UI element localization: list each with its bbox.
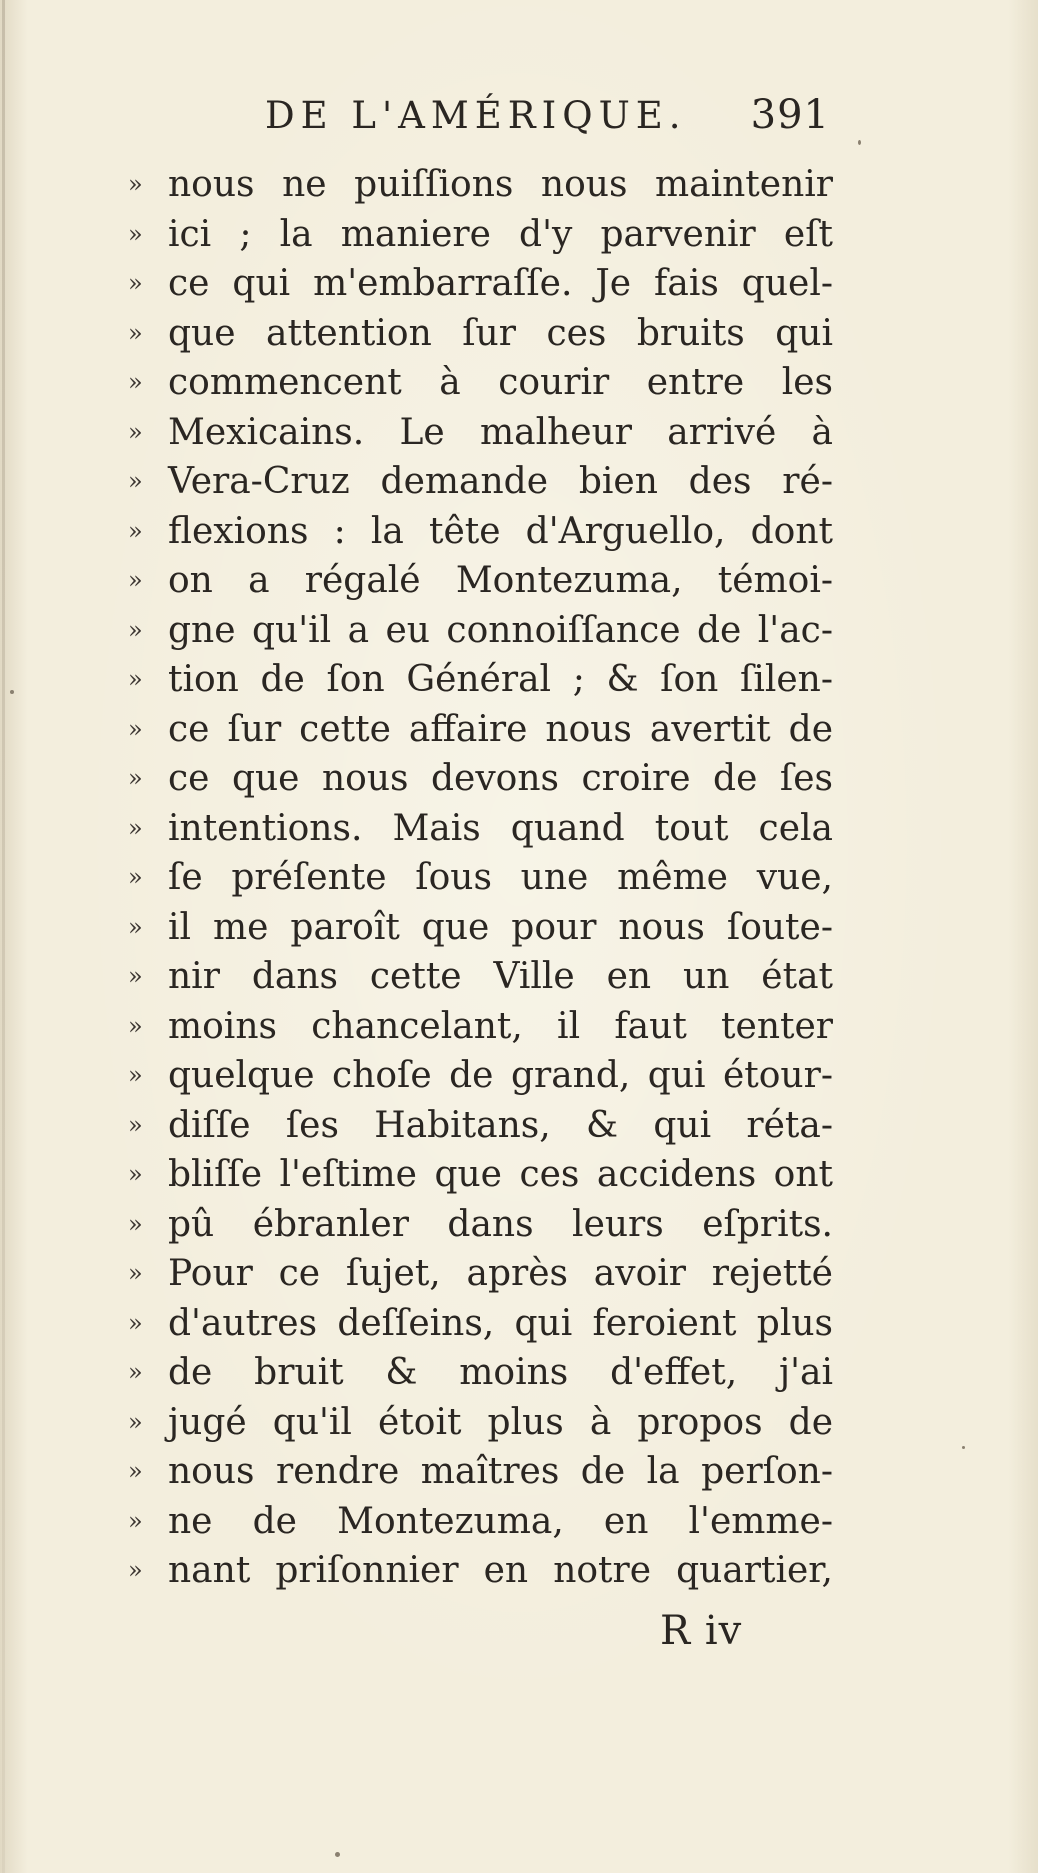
- paper-speck: [335, 1852, 340, 1857]
- line-text: moins chancelant, il faut tenter: [168, 1005, 833, 1047]
- quote-mark: »: [128, 665, 143, 693]
- quote-mark: »: [128, 1407, 143, 1436]
- text-line: [128, 309, 833, 359]
- text-line: [128, 1249, 833, 1299]
- text-line: [128, 804, 833, 854]
- text-line: [128, 210, 833, 260]
- paper-speck: [10, 690, 14, 694]
- quote-mark: »: [128, 1308, 143, 1337]
- quote-mark: »: [128, 1160, 143, 1188]
- line-text: ce qui m'embarraſſe. Je fais quel-: [168, 263, 833, 304]
- line-text: que attention ſur ces bruits qui: [168, 312, 833, 354]
- page-edge: [2, 0, 5, 1873]
- text-line: [128, 1398, 833, 1448]
- line-text: jugé qu'il étoit plus à propos de: [168, 1401, 833, 1443]
- text-line: [128, 556, 833, 606]
- text-line: [128, 754, 833, 804]
- body-text: [128, 160, 833, 1596]
- line-text: pû ébranler dans leurs eſprits.: [168, 1203, 833, 1245]
- line-text: ce que nous devons croire de ſes: [168, 758, 833, 799]
- quote-mark: »: [128, 1556, 143, 1584]
- text-line: [128, 1200, 833, 1250]
- quote-mark: »: [128, 566, 143, 594]
- text-line: [128, 457, 833, 507]
- quote-mark: »: [128, 1506, 143, 1535]
- line-text: gne qu'il a eu connoiſſance de l'ac-: [168, 609, 833, 651]
- quote-mark: »: [128, 714, 143, 743]
- signature-mark: R iv: [660, 1608, 743, 1654]
- line-text: nous ne puiſſions nous maintenir: [168, 164, 833, 205]
- text-line: [128, 358, 833, 408]
- quote-mark: »: [128, 368, 143, 396]
- line-text: Pour ce ſujet, après avoir rejetté: [168, 1253, 833, 1294]
- quote-mark: »: [128, 269, 143, 297]
- line-text: de bruit & moins d'effet, j'ai: [168, 1352, 833, 1393]
- text-line: [128, 655, 833, 705]
- line-text: il me paroît que pour nous ſoute-: [168, 906, 833, 948]
- text-line: [128, 606, 833, 656]
- quote-mark: »: [128, 863, 143, 891]
- text-line: [128, 160, 833, 210]
- quote-mark: »: [128, 1259, 143, 1287]
- text-line: [128, 1546, 833, 1596]
- line-text: tion de ſon Général ; & ſon ſilen-: [168, 659, 833, 700]
- text-line: [128, 259, 833, 309]
- quote-mark: »: [128, 1457, 143, 1485]
- text-line: [128, 1447, 833, 1497]
- paper-speck: [962, 1446, 965, 1449]
- quote-mark: »: [128, 912, 143, 941]
- page-number: 391: [750, 92, 830, 138]
- text-line: [128, 853, 833, 903]
- paper-speck: [858, 140, 861, 145]
- quote-mark: »: [128, 417, 143, 446]
- line-text: ne de Montezuma, en l'emme-: [168, 1500, 833, 1542]
- line-text: ſe préſente ſous une même vue,: [168, 857, 833, 898]
- line-text: d'autres deſſeins, qui feroient plus: [168, 1302, 833, 1344]
- line-text: commencent à courir entre les: [168, 362, 833, 403]
- text-line: [128, 1299, 833, 1349]
- text-line: [128, 705, 833, 755]
- line-text: ici ; la maniere d'y parvenir eſt: [168, 213, 833, 255]
- line-text: intentions. Mais quand tout cela: [168, 807, 833, 849]
- text-line: [128, 408, 833, 458]
- line-text: quelque choſe de grand, qui étour-: [168, 1055, 833, 1096]
- quote-mark: »: [128, 170, 143, 198]
- line-text: Mexicains. Le malheur arrivé à: [168, 411, 833, 453]
- text-line: [128, 1101, 833, 1151]
- text-line: [128, 903, 833, 953]
- text-line: [128, 507, 833, 557]
- quote-mark: »: [128, 1358, 143, 1386]
- quote-mark: »: [128, 1011, 143, 1040]
- line-text: Vera-Cruz demande bien des ré-: [168, 461, 833, 502]
- quote-mark: »: [128, 962, 143, 990]
- quote-mark: »: [128, 1061, 143, 1089]
- text-line: [128, 1497, 833, 1547]
- quote-mark: »: [128, 219, 143, 248]
- quote-mark: »: [128, 1110, 143, 1139]
- line-text: ce ſur cette affaire nous avertit de: [168, 708, 833, 750]
- quote-mark: »: [128, 615, 143, 644]
- line-text: on a régalé Montezuma, témoi-: [168, 560, 833, 601]
- text-line: [128, 1150, 833, 1200]
- running-title: DE L'AMÉRIQUE.: [265, 94, 687, 137]
- text-line: [128, 1348, 833, 1398]
- line-text: nous rendre maîtres de la perſon-: [168, 1451, 833, 1492]
- quote-mark: »: [128, 813, 143, 842]
- line-text: nant priſonnier en notre quartier,: [168, 1550, 833, 1591]
- line-text: nir dans cette Ville en un état: [168, 956, 833, 997]
- text-line: [128, 1002, 833, 1052]
- quote-mark: »: [128, 1209, 143, 1238]
- line-text: bliſſe l'eſtime que ces accidens ont: [168, 1154, 833, 1195]
- text-line: [128, 952, 833, 1002]
- text-line: [128, 1051, 833, 1101]
- line-text: diſſe ſes Habitans, & qui réta-: [168, 1104, 833, 1146]
- quote-mark: »: [128, 516, 143, 545]
- quote-mark: »: [128, 467, 143, 495]
- running-head: [265, 88, 830, 148]
- quote-mark: »: [128, 764, 143, 792]
- quote-mark: »: [128, 318, 143, 347]
- line-text: flexions : la tête d'Arguello, dont: [168, 510, 833, 552]
